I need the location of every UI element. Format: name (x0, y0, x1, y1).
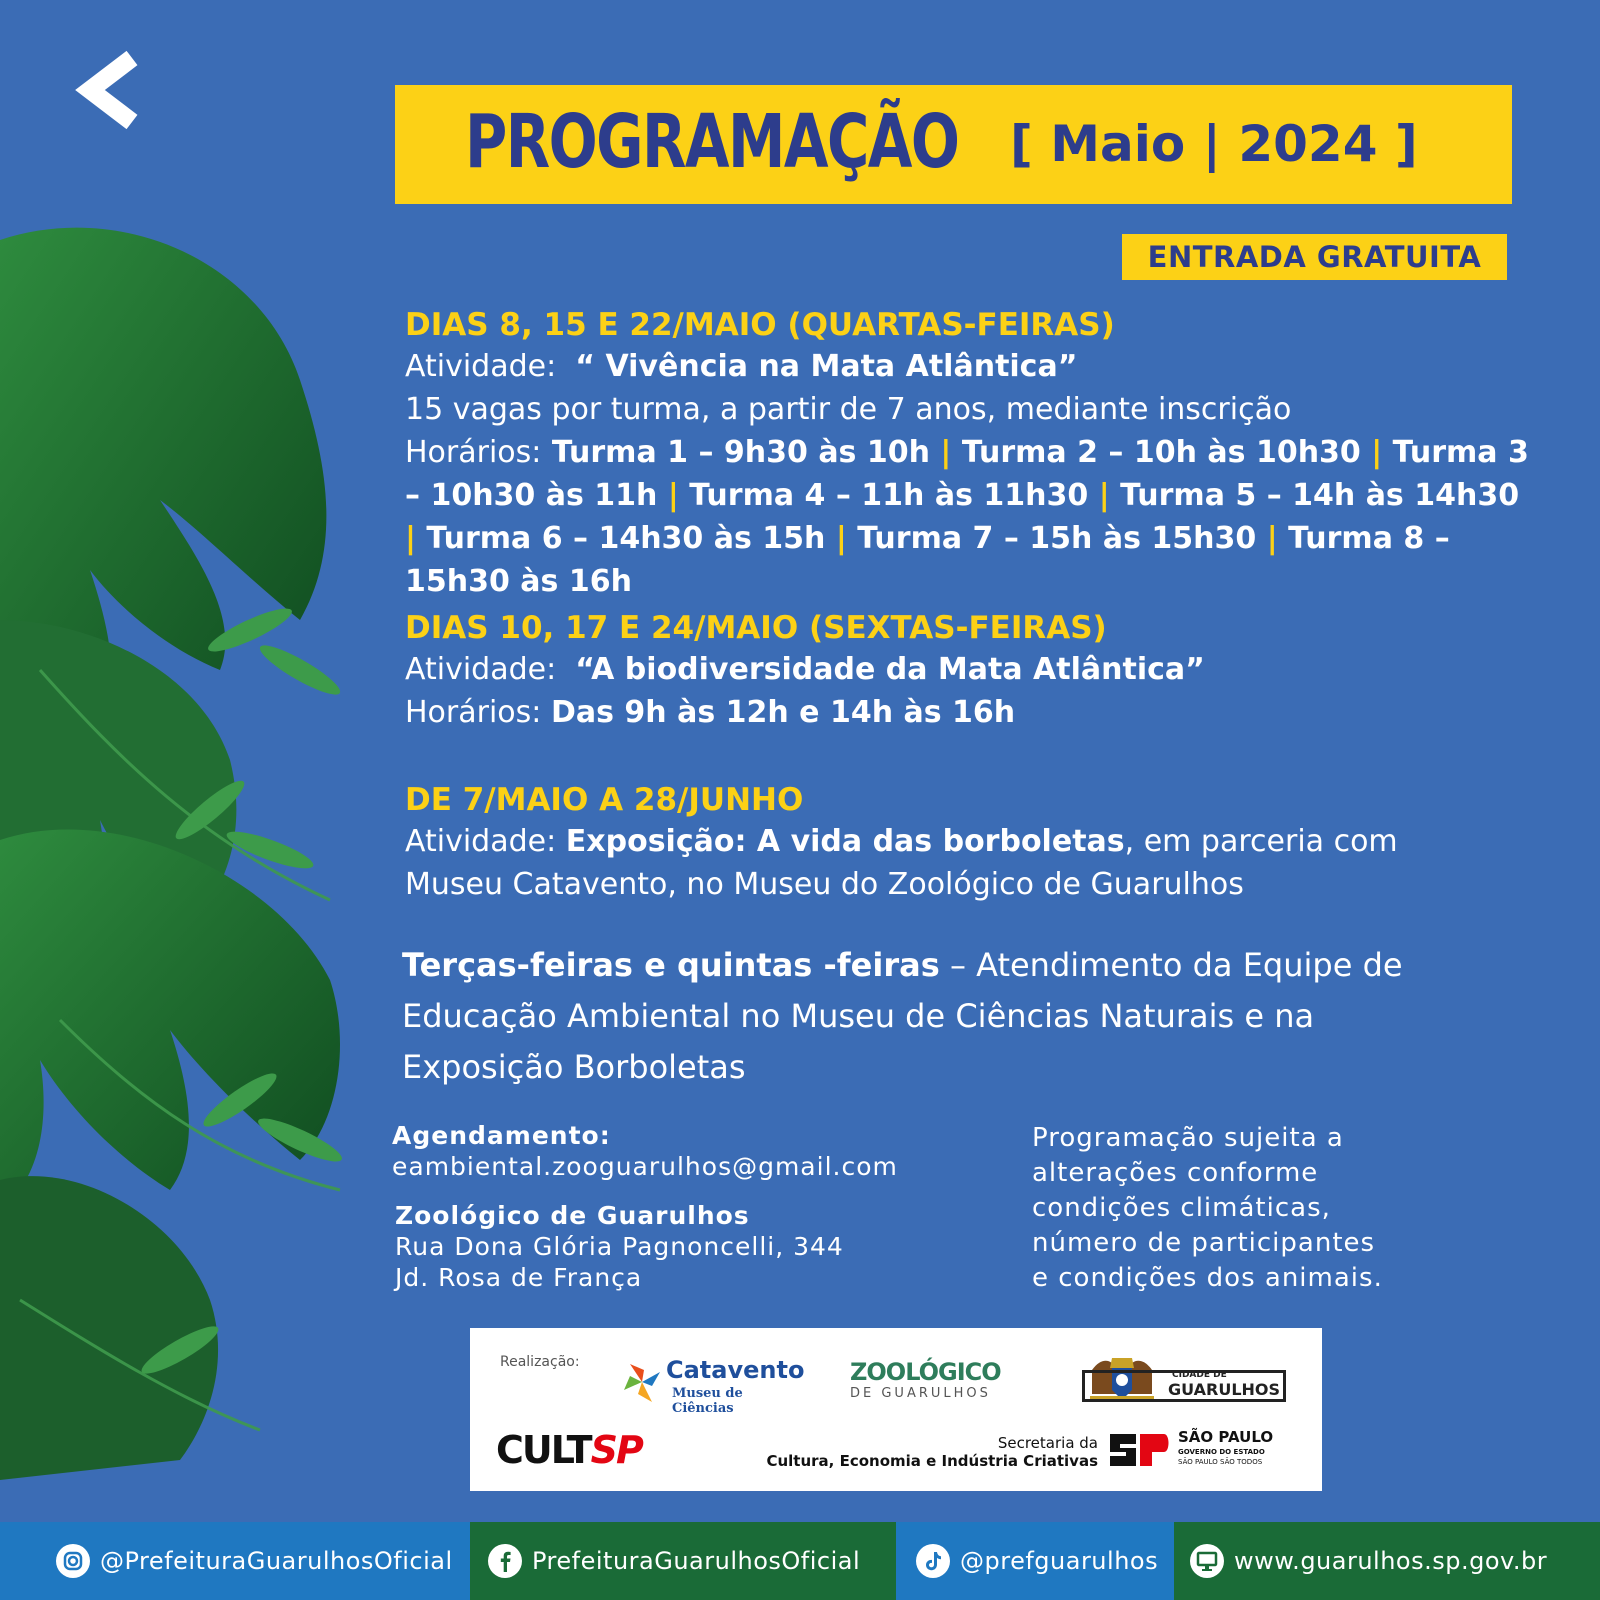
activity-name: “A biodiversidade da Mata Atlântica” (575, 652, 1205, 687)
facebook-icon (488, 1544, 522, 1578)
weekday-text: – Atendimento da Equipe de Educação Ambiental no Museu de Ciências Naturais e na Exposição Borboletas (402, 946, 1403, 1086)
notice-line: e condições dos animais. (1032, 1263, 1383, 1293)
hours-label: Horários: (405, 435, 542, 470)
turma-separator: | (1256, 521, 1278, 556)
lema-label: SÃO PAULO SÃO TODOS (1178, 1458, 1263, 1466)
pinwheel-icon (622, 1360, 662, 1404)
weekday-days: Terças-feiras e quintas -feiras (402, 946, 940, 984)
booking-email[interactable]: eambiental.zooguarulhos@gmail.com (392, 1152, 898, 1181)
city-name: GUARULHOS (1168, 1380, 1281, 1399)
turma-item: Turma 5 – 14h às 14h30 (1120, 478, 1520, 513)
chevron-left-icon (70, 50, 150, 130)
instagram-icon (56, 1544, 90, 1578)
turma-item: Turma 1 – 9h30 às 10h (551, 435, 930, 470)
title-date: [ Maio | 2024 ] (1010, 115, 1418, 173)
secretaria-line-2: Cultura, Economia e Indústria Criativas (766, 1452, 1098, 1470)
activity-label: Atividade: (405, 824, 557, 859)
hours-value: Das 9h às 12h e 14h às 16h (550, 695, 1016, 730)
catavento-sub: Museu de Ciências (672, 1386, 743, 1416)
sp-mark-icon (1106, 1430, 1172, 1470)
notice-line: Programação sujeita a (1032, 1123, 1344, 1153)
turma-separator: | (657, 478, 679, 513)
catavento-logo (622, 1356, 805, 1416)
activity-line (405, 345, 1555, 388)
activity-name: “ Vivência na Mata Atlântica” (575, 349, 1078, 384)
activity-rest: , em parceria com (1124, 824, 1398, 859)
turma-separator: | (1360, 435, 1383, 470)
website-url: www.guarulhos.sp.gov.br (1234, 1547, 1548, 1575)
realizacao-label: Realização: (500, 1354, 580, 1370)
facebook-handle: PrefeituraGuarulhosOficial (532, 1547, 861, 1575)
schedule-section-3 (405, 780, 1555, 906)
zoo-logo-sub: DE GUARULHOS (850, 1386, 991, 1401)
activity-info: 15 vagas por turma, a partir de 7 anos, mediante inscrição (405, 392, 1292, 427)
page-title: PROGRAMAÇÃO (465, 99, 959, 185)
back-button[interactable] (70, 50, 150, 130)
section-heading: DIAS 10, 17 E 24/MAIO (SEXTAS-FEIRAS) (405, 610, 1107, 646)
website-link[interactable] (1174, 1522, 1600, 1600)
sao-paulo-label: SÃO PAULO (1178, 1428, 1274, 1446)
section-heading: DIAS 8, 15 E 22/MAIO (QUARTAS-FEIRAS) (405, 307, 1115, 343)
facebook-link[interactable] (470, 1522, 896, 1600)
schedule-notice (1032, 1121, 1383, 1296)
free-entry-badge: ENTRADA GRATUITA (1122, 234, 1507, 280)
activity-name: Exposição: A vida das borboletas (565, 824, 1125, 859)
zoo-name: Zoológico de Guarulhos (395, 1201, 750, 1230)
hours-label: Horários: (405, 695, 542, 730)
activity-line (405, 820, 1555, 863)
address-line-1: Rua Dona Glória Pagnoncelli, 344 (395, 1232, 844, 1261)
activity-label: Atividade: (405, 652, 557, 687)
sp-text: SP (590, 1428, 642, 1472)
activity-line (405, 648, 1555, 691)
notice-line: alterações conforme (1032, 1158, 1319, 1188)
catavento-name: Catavento (666, 1356, 805, 1384)
city-small-label: CIDADE DE (1172, 1370, 1227, 1380)
governo-label: GOVERNO DO ESTADO (1178, 1448, 1265, 1456)
section-heading: DE 7/MAIO A 28/JUNHO (405, 782, 804, 818)
activity-label: Atividade: (405, 349, 557, 384)
address-line-2: Jd. Rosa de França (395, 1263, 643, 1292)
instagram-link[interactable] (0, 1522, 470, 1600)
guarulhos-city-logo (1082, 1350, 1288, 1406)
notice-line: número de participantes (1032, 1228, 1376, 1258)
notice-line: condições climáticas, (1032, 1193, 1331, 1223)
turma-item: Turma 4 – 11h às 11h30 (689, 478, 1089, 513)
zoo-logo-name: ZOOLÓGICO (850, 1358, 1001, 1386)
zoo-address (395, 1200, 844, 1293)
sponsor-logos (470, 1328, 1322, 1491)
turma-item: Turma 7 – 15h às 15h30 (857, 521, 1257, 556)
turma-item: Turma 3 – 10h30 às 11h (405, 435, 1529, 513)
cult-text: CULT (496, 1428, 591, 1472)
hours-line (405, 691, 1555, 734)
zoo-logo (850, 1358, 1040, 1404)
turma-separator: | (929, 435, 952, 470)
secretaria-text (766, 1434, 1098, 1470)
instagram-handle: @PrefeituraGuarulhosOficial (100, 1547, 453, 1575)
booking-label: Agendamento: (392, 1121, 611, 1150)
monitor-icon (1190, 1544, 1224, 1578)
tiktok-handle: @prefguarulhos (960, 1547, 1159, 1575)
booking-info (392, 1120, 898, 1182)
turma-item: Turma 2 – 10h às 10h30 (961, 435, 1361, 470)
turma-separator: | (405, 521, 416, 556)
cultsp-logo (496, 1428, 642, 1472)
turmas-list (405, 431, 1535, 603)
turma-separator: | (1088, 478, 1110, 513)
tiktok-icon (916, 1544, 950, 1578)
tiktok-link[interactable] (896, 1522, 1174, 1600)
social-footer (0, 1522, 1600, 1600)
turma-item: Turma 8 – 15h30 às 16h (405, 521, 1450, 599)
secretaria-line-1: Secretaria da (997, 1434, 1098, 1452)
leaf-decoration (0, 200, 360, 1480)
turma-separator: | (825, 521, 847, 556)
sp-gov-logo (1106, 1428, 1306, 1472)
schedule-section-2 (405, 608, 1555, 734)
schedule-section-1 (405, 305, 1555, 603)
weekday-service-note (402, 940, 1462, 1093)
title-banner (395, 85, 1512, 204)
activity-location: Museu Catavento, no Museu do Zoológico de Guarulhos (405, 867, 1244, 902)
turma-item: Turma 6 – 14h30 às 15h (426, 521, 826, 556)
